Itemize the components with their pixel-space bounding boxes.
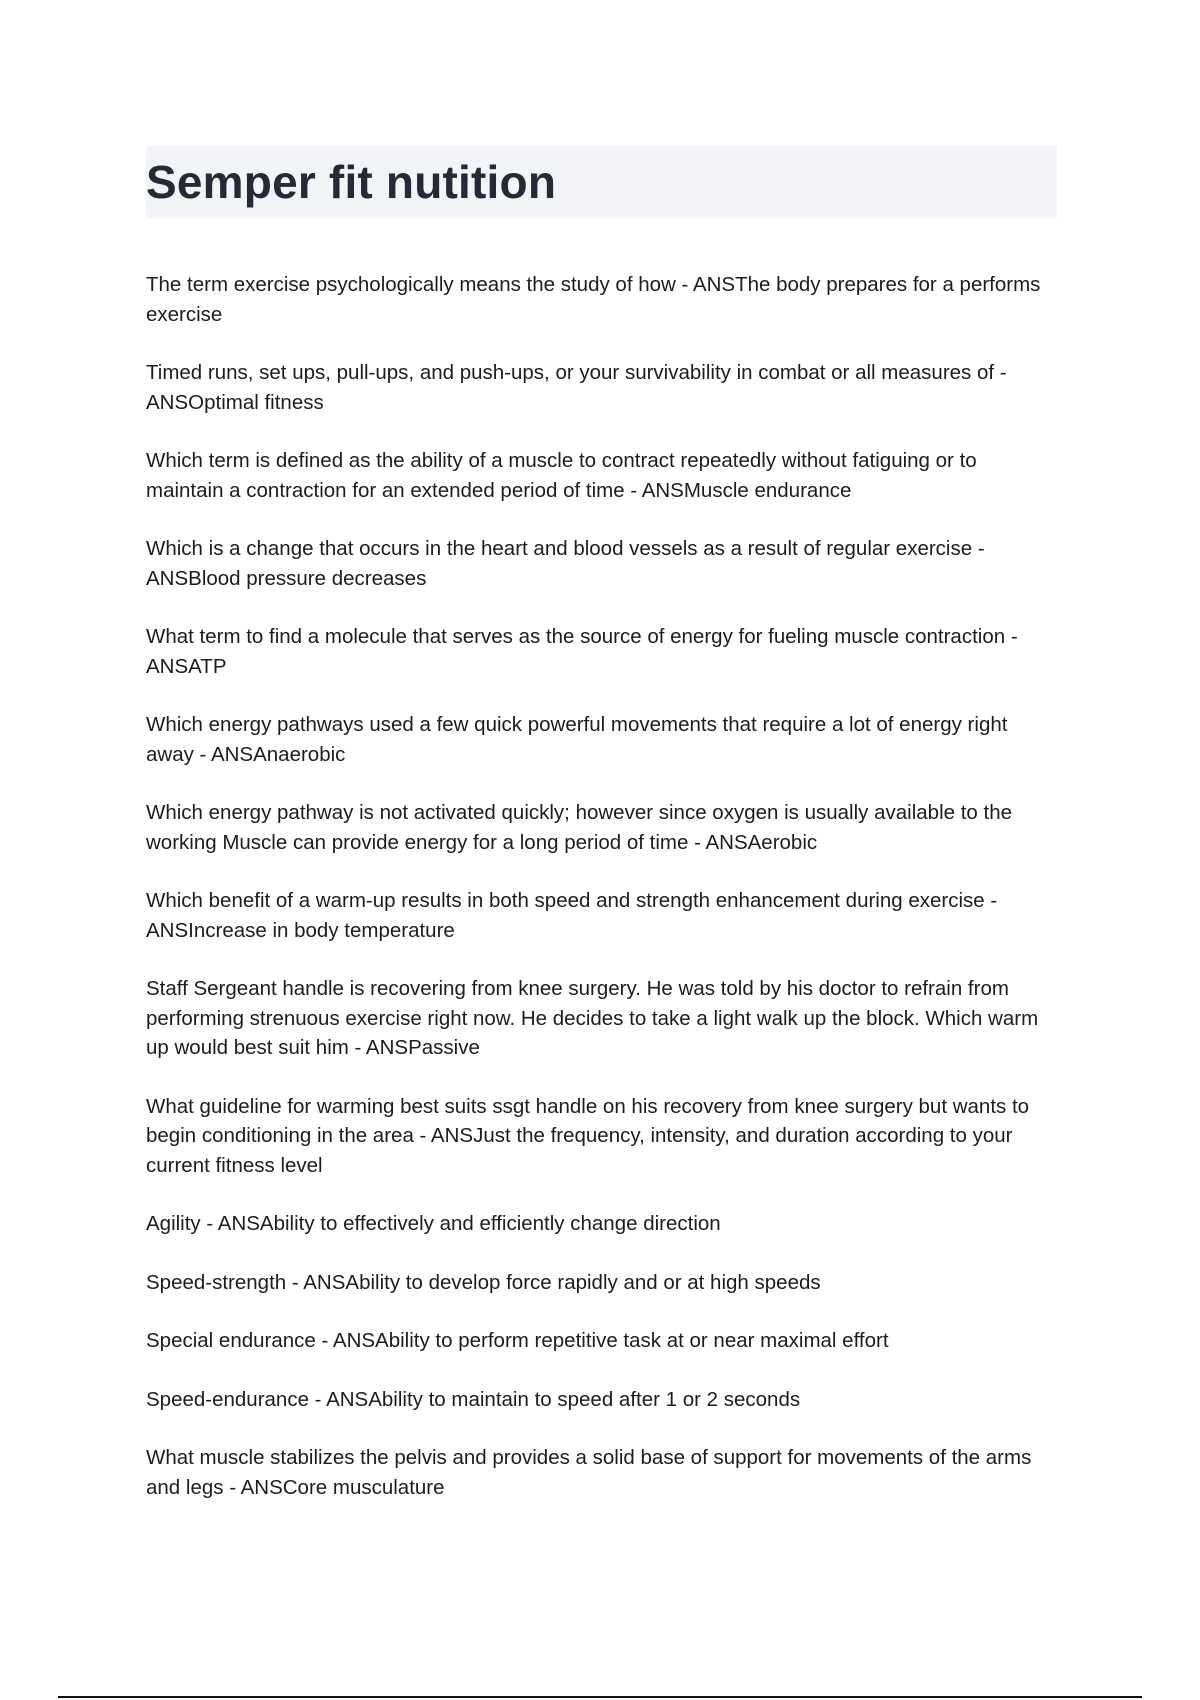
- qa-item: Speed-endurance - ANSAbility to maintain to speed after 1 or 2 seconds: [146, 1387, 801, 1411]
- title-bar: [146, 146, 1057, 218]
- document-page: [146, 146, 1057, 1531]
- qa-item: What term to find a molecule that serves as the source of energy for fueling muscle contraction - ANSATP: [146, 625, 1018, 678]
- qa-item: Which energy pathways used a few quick powerful movements that require a lot of energy right away - ANSAnaerobic: [146, 713, 1008, 766]
- footer-rule: [58, 1696, 1142, 1698]
- qa-item: Timed runs, set ups, pull-ups, and push-ups, or your survivability in combat or all measures of - ANSOptimal fitness: [146, 361, 1007, 414]
- qa-item: Staff Sergeant handle is recovering from knee surgery. He was told by his doctor to refrain from performing strenuous exercise right now. He decides to take a light walk up the block. Which warm up would best suit him - ANSPassive: [146, 977, 1039, 1059]
- qa-item: Which is a change that occurs in the heart and blood vessels as a result of regular exercise - ANSBlood pressure decreases: [146, 537, 985, 590]
- qa-item: Which benefit of a warm-up results in both speed and strength enhancement during exercise - ANSIncrease in body temperature: [146, 889, 998, 942]
- qa-item: Which energy pathway is not activated quickly; however since oxygen is usually available to the working Muscle can provide energy for a long period of time - ANSAerobic: [146, 801, 1013, 854]
- page-title: Semper fit nutition: [146, 156, 557, 208]
- qa-item: The term exercise psychologically means the study of how - ANSThe body prepares for a performs exercise: [146, 273, 1041, 326]
- qa-item: What guideline for warming best suits ssgt handle on his recovery from knee surgery but wants to begin conditioning in the area - ANSJust the frequency, intensity, and duration according to your current fitness level: [146, 1094, 1030, 1177]
- qa-item: What muscle stabilizes the pelvis and provides a solid base of support for movements of the arms and legs - ANSCore musculature: [146, 1446, 1032, 1499]
- qa-list: [146, 270, 1057, 1502]
- qa-item: Special endurance - ANSAbility to perform repetitive task at or near maximal effort: [146, 1329, 889, 1352]
- qa-item: Speed-strength - ANSAbility to develop force rapidly and or at high speeds: [146, 1270, 821, 1294]
- qa-item: Which term is defined as the ability of a muscle to contract repeatedly without fatiguing or to maintain a contraction for an extended period of time - ANSMuscle endurance: [146, 449, 977, 502]
- qa-item: Agility - ANSAbility to effectively and efficiently change direction: [146, 1212, 721, 1235]
